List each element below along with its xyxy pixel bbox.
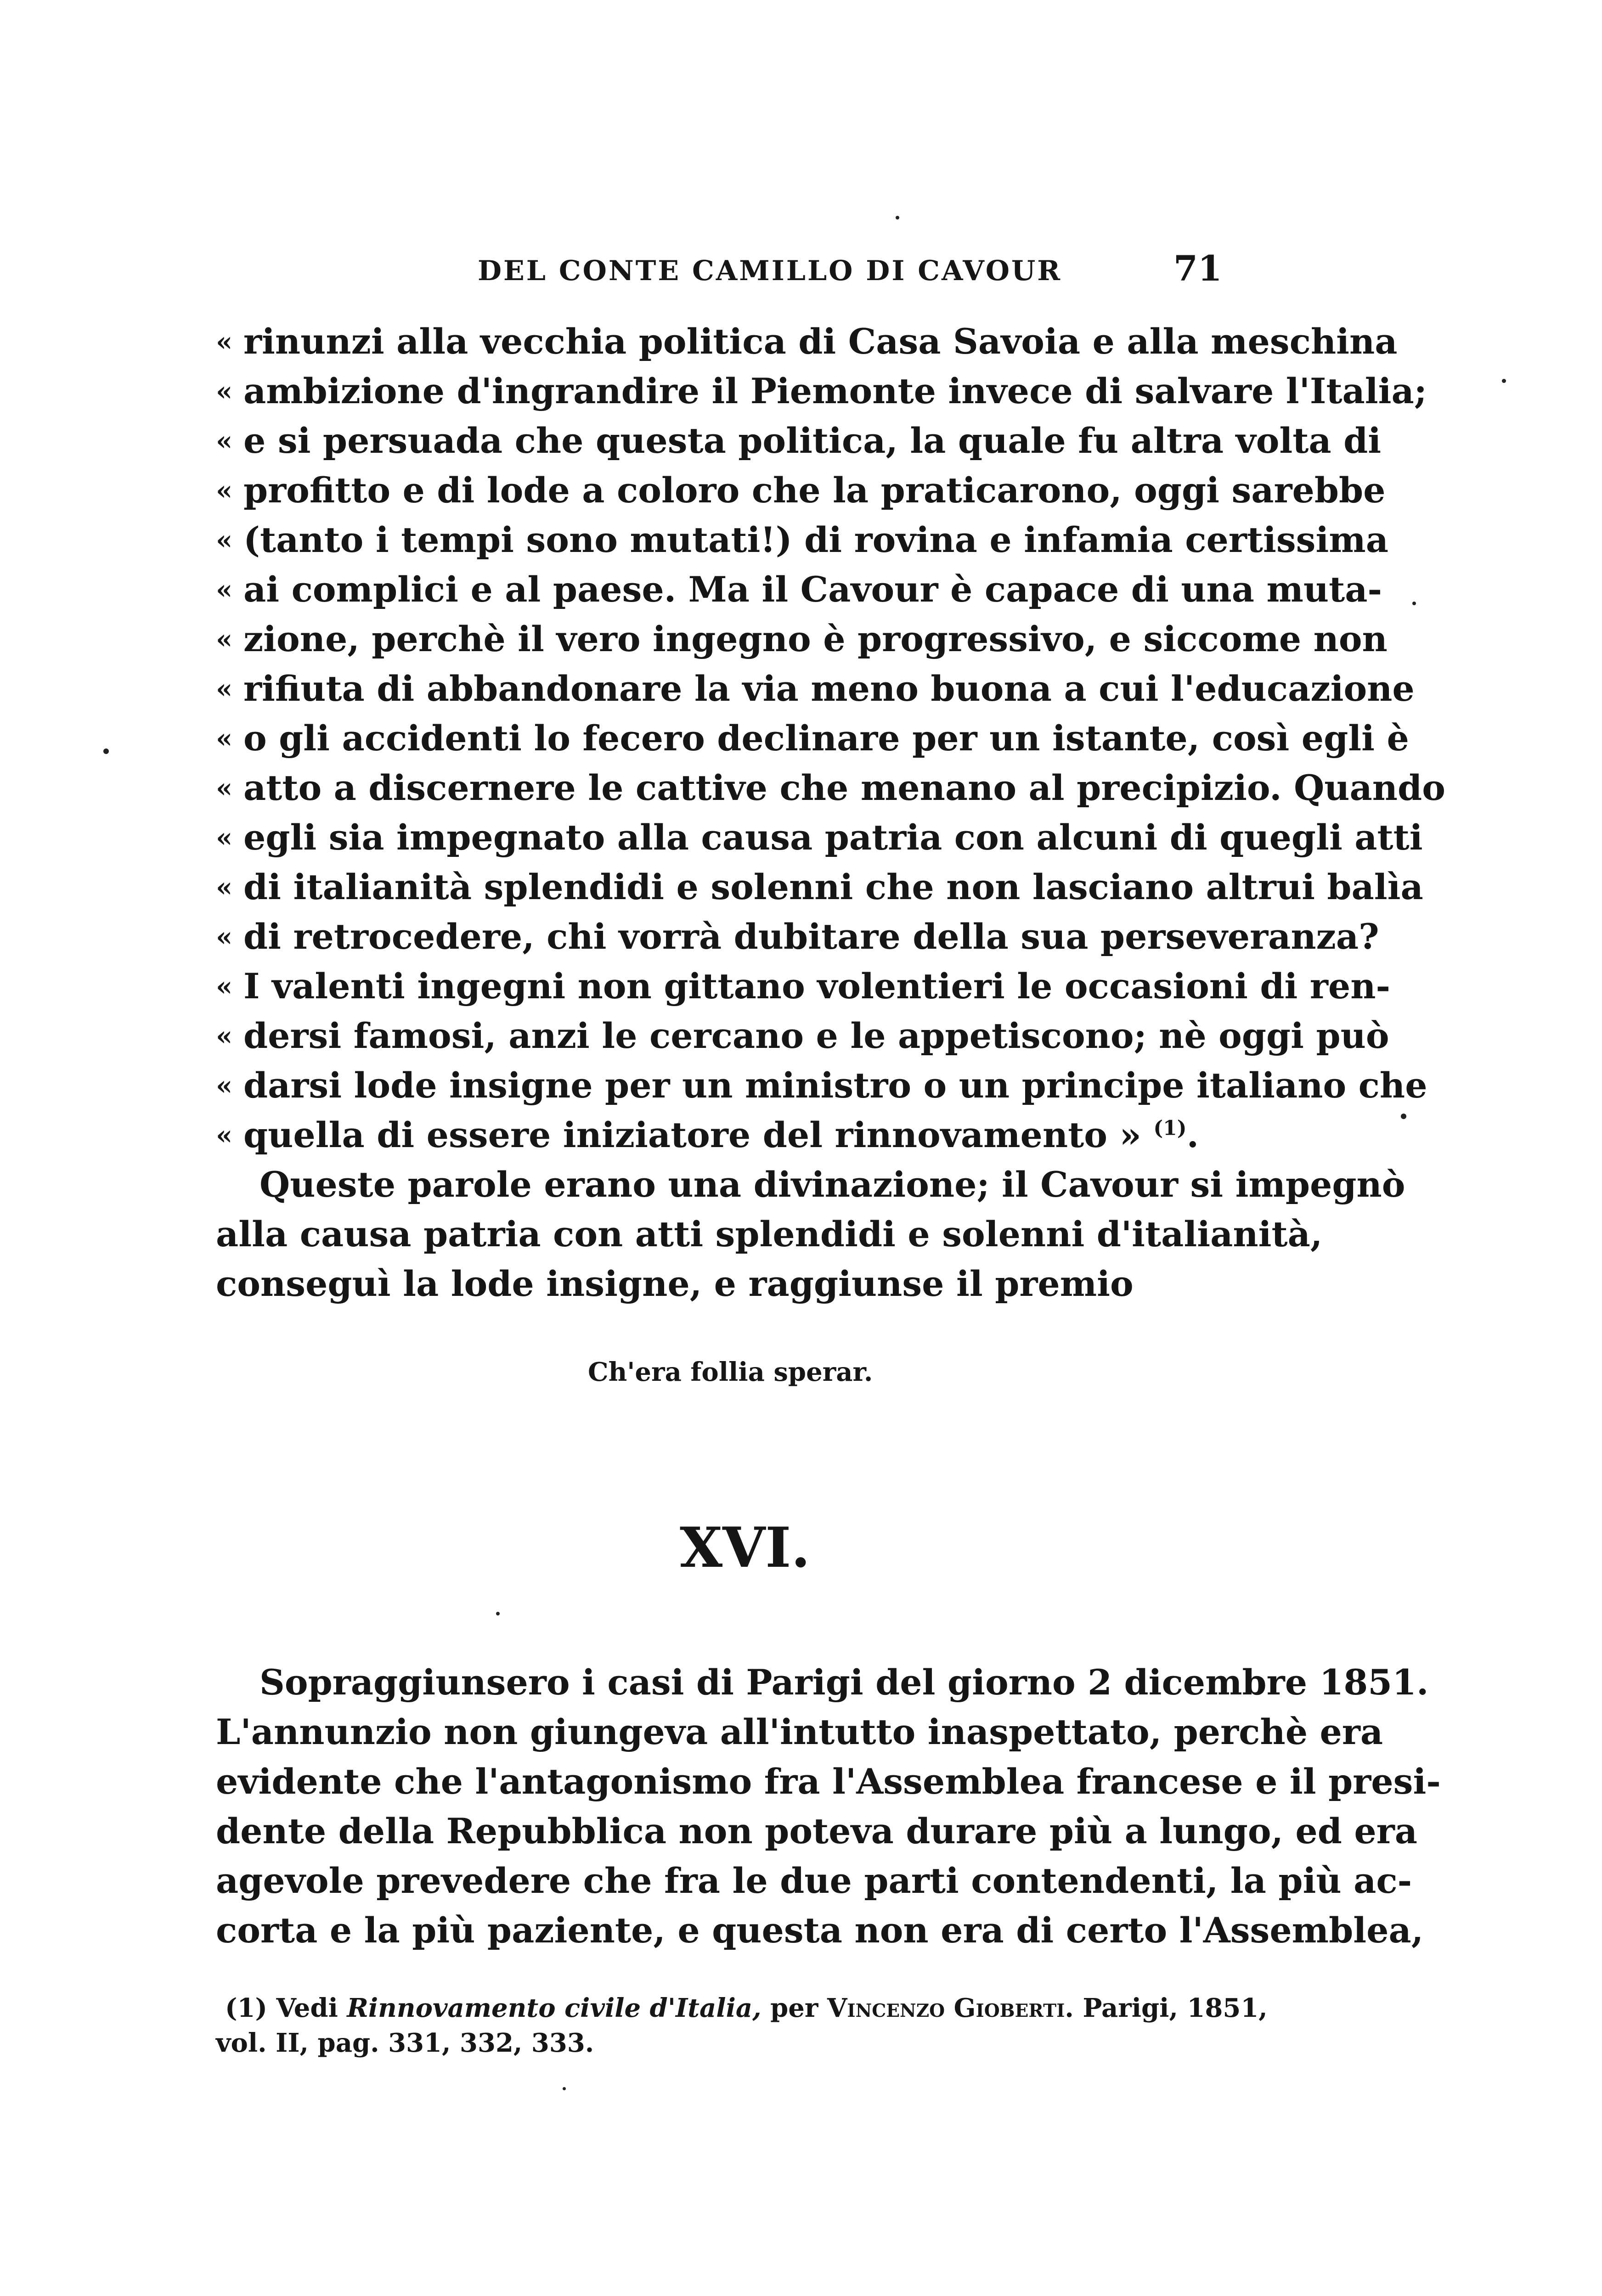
guillemet-mark: « [216, 574, 233, 605]
quote-line: « zione, perchè il vero ingegno è progressivo, e siccome non [216, 614, 1254, 664]
paragraph-line: evidente che l'antagonismo fra l'Assemblea francese e il presi- [216, 1761, 1441, 1802]
quote-line: « e si persuada che questa politica, la quale fu altra volta di [216, 416, 1254, 466]
guillemet-mark: « [216, 971, 233, 1002]
guillemet-mark: « [216, 921, 233, 952]
scan-speck [1502, 379, 1506, 383]
quote-line: « ambizione d'ingrandire il Piemonte invece di salvare l'Italia; [216, 366, 1254, 416]
guillemet-mark: « [216, 475, 233, 506]
paragraph-line: agevole prevedere che fra le due parti contendenti, la più ac- [216, 1860, 1412, 1901]
guillemet-mark: « [216, 1020, 233, 1052]
scan-speck [103, 748, 109, 754]
scan-speck [1401, 1114, 1406, 1119]
verse-quotation: Ch'era follia sperar. [588, 1357, 873, 1387]
running-head: DEL CONTE CAMILLO DI CAVOUR [478, 255, 1062, 287]
page-number: 71 [1173, 248, 1222, 289]
quote-line: « di retrocedere, chi vorrà dubitare della sua perseveranza? [216, 912, 1254, 962]
quote-line: « I valenti ingegni non gittano volentieri le occasioni di ren- [216, 962, 1254, 1011]
footnote-title: Rinnovamento civile d'Italia, [347, 1993, 762, 2023]
quote-line: « dersi famosi, anzi le cercano e le appetiscono; nè oggi può [216, 1011, 1254, 1061]
quote-line: « darsi lode insigne per un ministro o un principe italiano che [216, 1061, 1254, 1110]
footnote-author: Vincenzo Gioberti. [827, 1993, 1074, 2023]
quote-line: « egli sia impegnato alla causa patria con alcuni di quegli atti [216, 813, 1254, 862]
guillemet-mark: « [216, 723, 233, 754]
paragraph-parigi [216, 1658, 1441, 1955]
quote-line: « rifiuta di abbandonare la via meno buona a cui l'educazione [216, 664, 1254, 714]
footnote [216, 1991, 1268, 2060]
footnote-number: (1) [225, 1993, 267, 2023]
quote-line: « o gli accidenti lo fecero declinare per un istante, così egli è [216, 714, 1254, 763]
guillemet-mark: « [216, 872, 233, 903]
section-heading: XVI. [680, 1515, 811, 1580]
quote-line: « (tanto i tempi sono mutati!) di rovina e infamia certissima [216, 515, 1254, 565]
quote-line: « ai complici e al paese. Ma il Cavour è capace di una muta- [216, 565, 1254, 614]
quote-line: « rinunzi alla vecchia politica di Casa Savoia e alla meschina [216, 317, 1254, 366]
guillemet-mark: « [216, 425, 233, 456]
scan-speck [1412, 602, 1416, 605]
scan-speck [496, 1612, 500, 1615]
paragraph-divinazione [216, 1160, 1405, 1309]
guillemet-mark: « [216, 624, 233, 655]
paragraph-line: corta e la più paziente, e questa non era di certo l'Assemblea, [216, 1910, 1424, 1951]
footnote-reference: (1) [1153, 1116, 1187, 1140]
paragraph-line: Queste parole erano una divinazione; il Cavour si impegnò [259, 1164, 1405, 1205]
quote-line: « profitto e di lode a coloro che la praticarono, oggi sarebbe [216, 466, 1254, 515]
footnote-line: vol. II, pag. 331, 332, 333. [216, 2028, 594, 2058]
quote-line: « atto a discernere le cattive che menano al precipizio. Quando [216, 763, 1254, 813]
guillemet-mark: « [216, 1120, 233, 1151]
guillemet-mark: « [216, 376, 233, 407]
guillemet-mark: « [216, 1070, 233, 1101]
paragraph-line: dente della Repubblica non poteva durare più a lungo, ed era [216, 1811, 1418, 1851]
scan-speck [896, 216, 899, 219]
guillemet-mark: « [216, 673, 233, 704]
quote-line: « di italianità splendidi e solenni che non lasciano altrui balìa [216, 862, 1254, 912]
paragraph-line: Sopraggiunsero i casi di Parigi del giorno 2 dicembre 1851. [259, 1662, 1429, 1703]
guillemet-mark: « [216, 772, 233, 804]
paragraph-line: conseguì la lode insigne, e raggiunse il premio [216, 1263, 1134, 1304]
paragraph-line: alla causa patria con atti splendidi e solenni d'italianità, [216, 1214, 1323, 1255]
paragraph-line: L'annunzio non giungeva all'intutto inaspettato, perchè era [216, 1711, 1383, 1752]
guillemet-mark: « [216, 326, 233, 357]
quoted-passage [216, 317, 1445, 1160]
guillemet-mark: « [216, 524, 233, 556]
scan-speck [563, 2087, 566, 2090]
quote-line: « quella di essere iniziatore del rinnovamento » $^{(1)}$. [216, 1110, 1254, 1160]
footnote-line: (1) Vedi Rinnovamento civile d'Italia, per Vincenzo Gioberti. Parigi, 1851, [225, 1993, 1268, 2023]
guillemet-mark: « [216, 822, 233, 853]
